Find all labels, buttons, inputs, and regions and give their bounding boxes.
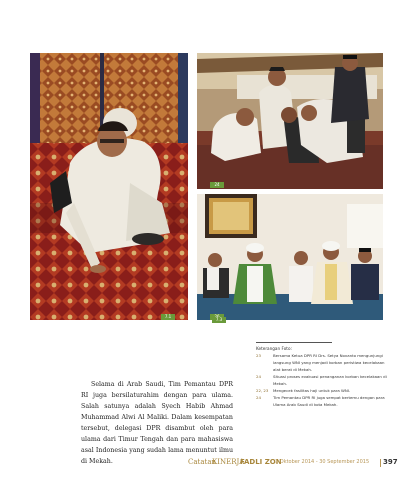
footer-catatan: Catatan xyxy=(188,458,217,466)
footer-brand-name: FADLI ZON xyxy=(240,458,282,466)
caption-text: Bersama Ketua DPR RI Drs. Setya Novanto mengunjungi langsung WNI yang menjadi korban peristiwa kecelakaan alat berat di Mekah. xyxy=(273,353,385,372)
caption-text: Mengecek fasilitas haji untuk para WNI. xyxy=(273,388,351,393)
photo-number-tag: 7.1 xyxy=(161,314,175,320)
footer-divider xyxy=(380,459,381,467)
page-number: 397 xyxy=(383,458,398,466)
caption-number: 24 xyxy=(256,395,261,400)
footer-period: 1 Oktober 2014 - 30 September 2015 xyxy=(275,459,370,465)
photo-kneeling-on-carpet xyxy=(30,53,188,320)
caption-row xyxy=(256,352,388,373)
photo-group-illustration xyxy=(197,53,383,189)
photo-number-tag: 7.3 xyxy=(212,317,226,323)
page-footer xyxy=(188,458,404,468)
caption-text: Tim Pemantau DPR RI juga sempat bertemu dengan para Ulama Arab Saudi di kota Mekah. xyxy=(273,395,385,407)
photo-meeting-ulama xyxy=(197,194,383,320)
caption-rule xyxy=(256,342,332,343)
photo-meeting-illustration xyxy=(197,194,383,320)
body-paragraph xyxy=(81,379,233,467)
photo-number-tag: 24 xyxy=(210,182,224,188)
caption-number: 24 xyxy=(256,374,261,379)
photo-group-inspection xyxy=(197,53,383,189)
caption-text: Situasi proses evakuasi penanganan korban kecelakaan di Mekah. xyxy=(273,374,387,386)
caption-title: Keterangan Foto: xyxy=(256,346,292,351)
caption-number: 22, 23 xyxy=(256,388,269,393)
photo-captions xyxy=(256,342,388,408)
body-paragraph-text: Selama di Arab Saudi, Tim Pemantau DPR RI juga bersilaturahim dengan para ulama. Salah satunya adalah Syech Habib Ahmad Muhammad Alwi Al Maliki. Dalam kesempatan tersebut, delegasi DPR disambut oleh para ulama dari Timur Tengah dan para mahasiswa asal Indonesia yang sudah lama menuntut ilmu di Mekah. xyxy=(81,381,233,465)
caption-row xyxy=(256,373,388,387)
caption-row xyxy=(256,387,388,394)
photo-kneeling-illustration xyxy=(30,53,188,320)
footer-brand: KINERJA xyxy=(212,458,245,466)
caption-number: 23 xyxy=(256,353,261,358)
caption-row xyxy=(256,394,388,408)
